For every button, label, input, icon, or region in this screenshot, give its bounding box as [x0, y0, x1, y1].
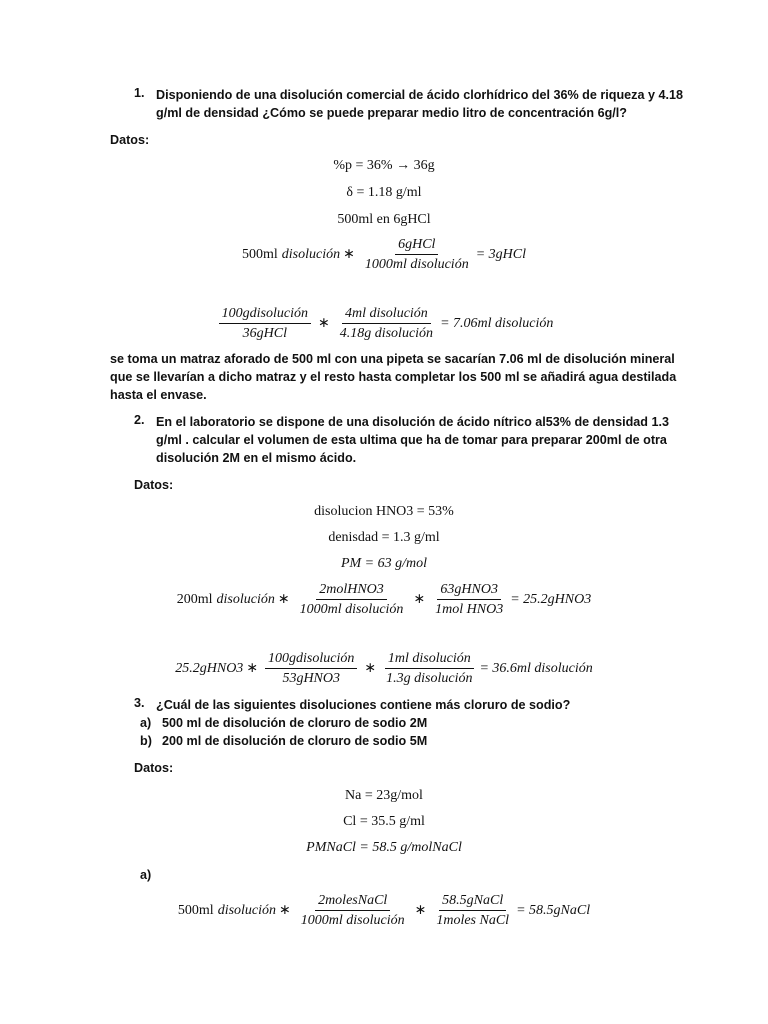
fraction [383, 650, 475, 687]
fraction-numerator: 1ml disolución [385, 650, 474, 669]
problem-1-text-line-1: Disponiendo de una disolución comercial de ácido clorhídrico del 36% de riqueza y 4.18 [156, 88, 683, 102]
formula-lead: 200ml [176, 591, 213, 607]
problem-3-equation-2: Cl = 35.5 g/ml [343, 814, 425, 829]
problem-1-formula-2 [0, 305, 768, 342]
multiply-operator: ∗ [246, 661, 259, 676]
problem-1-conclusion-line-1: se toma un matraz aforado de 500 ml con una pipeta se sacarían 7.06 ml de disolución mineral [110, 352, 675, 366]
problem-3-text-line-1: ¿Cuál de las siguientes disoluciones contiene más cloruro de sodio? [156, 698, 571, 712]
fraction [433, 892, 512, 929]
problem-2-formula-1 [0, 581, 768, 618]
fraction-denominator: 53gHNO3 [282, 671, 340, 686]
fraction-numerator: 4ml disolución [342, 305, 431, 324]
formula-lead: 500ml [242, 246, 278, 262]
problem-2-equation-1: disolucion HNO3 = 53% [314, 504, 454, 519]
option-b-label: b) [140, 734, 152, 748]
problem-3-formula-1 [0, 892, 768, 929]
problem-1-formula-1 [0, 236, 768, 273]
problem-1-conclusion-line-3: hasta el envase. [110, 388, 207, 402]
option-a-text: 500 ml de disolución de cloruro de sodio 2M [162, 716, 428, 730]
formula-lead-italic: disolución [281, 246, 341, 262]
fraction-numerator: 100gdisolución [219, 305, 311, 324]
formula-result: = 3gHCl [475, 246, 526, 262]
fraction [297, 581, 407, 618]
formula-lead-italic: disolución [217, 902, 277, 918]
problem-1-text-line-2: g/ml de densidad ¿Cómo se puede preparar medio litro de concentración 6g/l? [156, 106, 627, 120]
fraction-denominator: 1mol HNO3 [435, 602, 504, 617]
formula-result: = 7.06ml disolución [440, 315, 554, 331]
formula-result: = 36.6ml disolución [479, 660, 593, 676]
problem-3-part-a-label: a) [140, 868, 152, 882]
problem-2-text-line-2: g/ml . calcular el volumen de esta ultima que ha de tomar para preparar 200ml de otra [156, 433, 667, 447]
formula-lead: 500ml [177, 902, 214, 918]
fraction-numerator: 6gHCl [395, 236, 438, 255]
multiply-operator: ∗ [277, 592, 290, 607]
problem-2-equation-3: PM = 63 g/mol [340, 556, 428, 571]
fraction-denominator: 1.3g disolución [386, 671, 473, 686]
formula-lead-italic: disolución [216, 591, 275, 607]
fraction [362, 236, 472, 273]
problem-3-equation-1: Na = 23g/mol [345, 788, 423, 803]
problem-3-equation-3: PMNaCl = 58.5 g/molNaCl [306, 840, 462, 855]
fraction [337, 305, 436, 342]
problem-2-text-line-1: En el laboratorio se dispone de una disolución de ácido nítrico al53% de densidad 1.3 [156, 415, 669, 429]
fraction-numerator: 2molesNaCl [315, 892, 390, 911]
fraction-numerator: 2molHNO3 [316, 581, 387, 600]
problem-2-datos-label: Datos: [134, 478, 174, 492]
formula-result: = 58.5gNaCl [516, 902, 591, 918]
problem-1-equation-3: 500ml en 6gHCl [337, 212, 431, 227]
fraction-denominator: 1moles NaCl [436, 913, 510, 928]
problem-1-datos-label: Datos: [110, 133, 150, 147]
fraction [265, 650, 357, 687]
fraction-numerator: 58.5gNaCl [439, 892, 506, 911]
multiply-operator: ∗ [317, 316, 330, 331]
problem-1-number: 1. [134, 86, 145, 100]
multiply-operator: ∗ [414, 903, 427, 918]
problem-1-equation-2: δ = 1.18 g/ml [346, 185, 422, 200]
option-a-label: a) [140, 716, 152, 730]
problem-2-number: 2. [134, 413, 145, 427]
problem-1-equation-1: %p = 36% → 36g [333, 158, 435, 173]
fraction-denominator: 4.18g disolución [339, 326, 434, 341]
multiply-operator: ∗ [343, 247, 355, 262]
option-b-text: 200 ml de disolución de cloruro de sodio 5M [162, 734, 428, 748]
problem-1-conclusion-line-2: que se llevarían a dicho matraz y el resto hasta completar los 500 ml se añadirá agua destilada [110, 370, 677, 384]
fraction-numerator: 100gdisolución [265, 650, 357, 669]
formula-lead: 25.2gHNO3 [175, 660, 244, 676]
fraction-numerator: 63gHNO3 [437, 581, 501, 600]
fraction [432, 581, 506, 618]
multiply-operator: ∗ [364, 661, 377, 676]
problem-3-number: 3. [134, 696, 145, 710]
problem-2-equation-2: denisdad = 1.3 g/ml [328, 530, 440, 545]
problem-3-datos-label: Datos: [134, 761, 174, 775]
fraction [298, 892, 408, 929]
problem-2-text-line-3: disolución 2M en el mismo ácido. [156, 451, 357, 465]
fraction-denominator: 1000ml disolución [300, 913, 405, 928]
fraction [219, 305, 311, 342]
fraction-denominator: 36gHCl [242, 326, 287, 341]
fraction-denominator: 1000ml disolución [364, 257, 469, 272]
multiply-operator: ∗ [279, 903, 291, 918]
multiply-operator: ∗ [413, 592, 426, 607]
problem-2-formula-2 [0, 650, 768, 687]
fraction-denominator: 1000ml disolución [299, 602, 404, 617]
formula-result: = 25.2gHNO3 [510, 591, 592, 607]
